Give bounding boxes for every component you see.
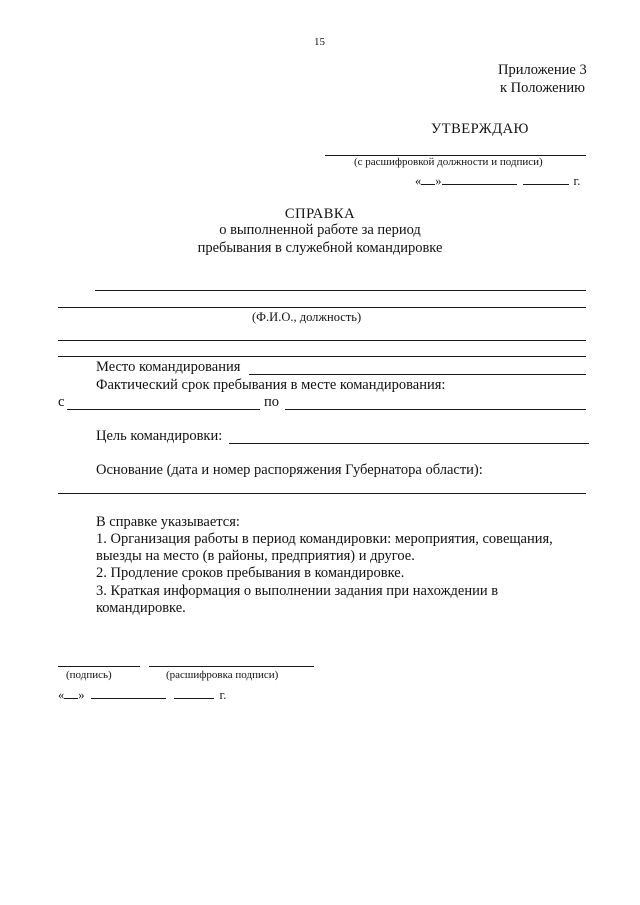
basis-label: Основание (дата и номер распоряжения Губернатора области): [96, 462, 483, 478]
approval-title: УТВЕРЖДАЮ [431, 121, 529, 137]
from-label: с [58, 394, 65, 410]
footer-date-close-quote: » [78, 688, 85, 702]
document-title: СПРАВКА [284, 206, 356, 222]
footer-day-blank[interactable] [64, 686, 78, 699]
document-subtitle-2: пребывания в служебной командировке [197, 240, 443, 256]
notes-item-1-line-2: выезды на место (в районы, предприятия) и другое. [96, 548, 415, 564]
footer-year-blank[interactable] [174, 686, 214, 699]
appendix-line-1: Приложение 3 [498, 62, 587, 78]
place-label: Место командирования [96, 359, 241, 375]
fio-line-3[interactable] [58, 340, 586, 341]
footer-date-open-quote: « [58, 688, 65, 702]
footer-decoding-caption: (расшифровка подписи) [166, 669, 279, 681]
notes-item-1-line-1: 1. Организация работы в период командировки: мероприятия, совещания, [96, 531, 553, 547]
from-date-line[interactable] [67, 409, 260, 410]
approval-year-blank[interactable] [523, 172, 569, 185]
footer-signature-caption: (подпись) [66, 669, 112, 681]
to-label: по [264, 394, 280, 410]
approval-date [415, 172, 580, 189]
notes-intro: В справке указывается: [96, 514, 240, 530]
approval-signature-caption: (с расшифровкой должности и подписи) [354, 156, 543, 168]
appendix-line-2: к Положению [500, 80, 585, 96]
footer-signature-line[interactable] [58, 666, 140, 667]
footer-date [58, 686, 226, 703]
fio-line-4[interactable] [58, 356, 586, 357]
approval-month-blank[interactable] [442, 172, 517, 185]
page-number: 15 [314, 36, 325, 48]
footer-month-blank[interactable] [91, 686, 166, 699]
fio-line-1[interactable] [95, 290, 586, 291]
fio-line-2[interactable] [58, 307, 586, 308]
place-line[interactable] [249, 374, 586, 375]
to-date-line[interactable] [285, 409, 586, 410]
approval-date-open-quote: « [415, 174, 422, 188]
notes-item-3-line-2: командировке. [96, 600, 186, 616]
purpose-label: Цель командировки: [96, 428, 223, 444]
approval-date-close-quote: » [435, 174, 442, 188]
fio-caption: (Ф.И.О., должность) [252, 310, 362, 324]
purpose-line[interactable] [229, 443, 589, 444]
approval-day-blank[interactable] [421, 172, 435, 185]
footer-decoding-line[interactable] [149, 666, 314, 667]
notes-item-3-line-1: 3. Краткая информация о выполнении задания при нахождении в [96, 583, 499, 599]
document-subtitle-1: о выполненной работе за период [219, 222, 421, 238]
notes-item-2: 2. Продление сроков пребывания в командировке. [96, 565, 405, 581]
footer-date-suffix: г. [219, 688, 227, 702]
basis-line[interactable] [58, 493, 586, 494]
approval-date-suffix: г. [573, 174, 581, 188]
term-label: Фактический срок пребывания в месте командирования: [96, 377, 446, 393]
